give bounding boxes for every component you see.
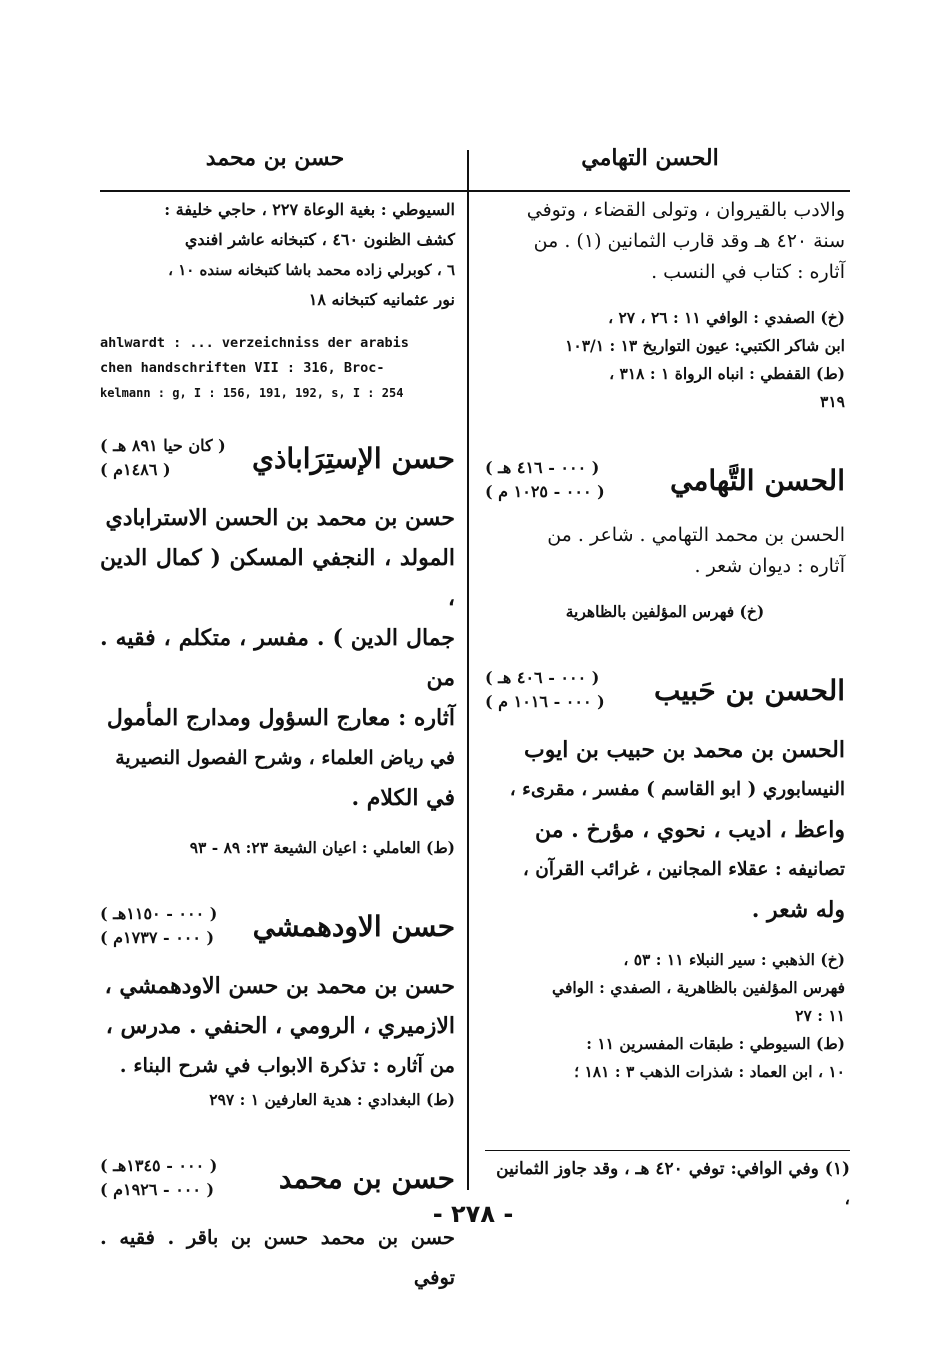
source-line: (خ) الذهبي : سير النبلاء ١١ : ٥٣ ،: [623, 950, 845, 969]
entry-heading-awdahmishi: [100, 902, 455, 950]
text-line: المولد ، النجفي المسكن ( كمال الدين ،: [100, 545, 455, 611]
entry-heading-habib: [485, 666, 845, 714]
source-line: (ط) البغدادي : هدية العارفين ١ : ٢٩٧: [209, 1090, 455, 1109]
source-line: (خ) فهرس المؤلفين بالظاهرية: [565, 602, 765, 621]
text-line: آثاره : كتاب في النسب .: [651, 261, 845, 283]
footnote-text: (١) وفي الوافي: توفي ٤٢٠ هـ ، وقد جاوز الثمانين ،: [496, 1159, 850, 1209]
entry-heading-tihami: [485, 456, 845, 504]
right-running-header: الحسن التهامي: [581, 145, 719, 171]
source-line: (ط) السيوطي : طبقات المفسرين ١١ :: [586, 1034, 845, 1053]
date-hijri: ( ٠٠٠ - ٤١٦ هـ ): [485, 458, 600, 477]
entry-heading-hasan-bin-muhammad: [100, 1154, 455, 1202]
latin-reference: chen handschriften VII : 316, Broc-: [100, 360, 385, 376]
entry-dates: [100, 1154, 217, 1202]
text-line: آثاره : ديوان شعر .: [694, 555, 845, 577]
text-line: وله شعر .: [751, 897, 845, 923]
left-running-header: حسن بن محمد: [205, 145, 345, 171]
entry-dates: [485, 666, 605, 714]
source-line: السيوطي : بغية الوعاة ٢٢٧ ، حاجي خليفة :: [164, 200, 455, 219]
text-line: واعظ ، اديب ، نحوي ، مؤرخ . من: [534, 817, 845, 843]
text-line: حسن بن محمد بن الحسن الاسترابادي: [105, 505, 455, 531]
entry-title: حسن بن محمد: [278, 1161, 455, 1195]
text-line: جمال الدين ) . مفسر ، متكلم ، فقيه . من: [100, 625, 455, 691]
date-gregorian: ( ٠٠٠ - ١٠٢٥ م ): [485, 482, 605, 501]
source-line: ابن شاكر الكتبي: عيون التواريخ ١٣ : ١٠٣/١: [565, 336, 845, 355]
entry-title: الحسن التَّهامي: [670, 463, 845, 497]
source-line: (ط) العاملي : اعيان الشيعة ٢٣: ٨٩ - ٩٣: [189, 838, 455, 857]
footnote-rule: [485, 1150, 850, 1151]
source-line: ١٠ ، ابن العماد : شذرات الذهب ٣ : ١٨١ ؛: [574, 1062, 845, 1081]
entry-heading-astarabadi: [100, 434, 455, 482]
source-line: (خ) الصفدي : الوافي ١١ : ٢٦ ، ٢٧ ،: [608, 308, 845, 327]
page-number: - ٢٧٨ -: [432, 1200, 514, 1228]
source-line: (ط) القفطي : انباه الرواة ١ : ٣١٨ ،: [609, 364, 845, 383]
text-line: والادب بالقيروان ، وتولى القضاء ، وتوفي: [526, 199, 845, 221]
right-column: [485, 195, 845, 1086]
text-line: النيسابوري ( ابو القاسم ) مفسر ، مقرىء ،: [509, 779, 845, 800]
latin-reference: ahlwardt : ... verzeichniss der arabis: [100, 335, 409, 351]
left-column: [100, 195, 455, 1298]
text-line: في الكلام .: [351, 785, 455, 811]
date-hijri: ( كان حيا ٨٩١ هـ ): [100, 436, 226, 455]
header-rule: [100, 190, 850, 192]
source-line: ٦ ، كوبرلي زاده محمد باشا كتبخانه سنده ١٠ ،: [168, 261, 455, 279]
source-line: كشف الظنون ٤٦٠ ، كتبخانه عاشر افندي: [184, 230, 455, 249]
entry-title: حسن الإستِرَاباذي: [252, 441, 455, 475]
source-line: نور عثمانيه كتبخانه ١٨: [308, 290, 455, 309]
source-line: ٣١٩: [820, 392, 845, 411]
entry-title: حسن الاودهمشي: [252, 909, 455, 943]
column-divider: [467, 150, 469, 1190]
date-hijri: ( ٠٠٠ - ١٣٤٥هـ ): [100, 1156, 218, 1175]
entry-dates: [485, 456, 605, 504]
text-line: الحسن بن محمد بن حبيب بن ايوب: [524, 737, 845, 763]
text-line: الازميري ، الرومي ، الحنفي . مدرس ،: [105, 1013, 455, 1039]
date-hijri: ( ٠٠٠ - ١١٥٠هـ ): [100, 904, 218, 923]
footnote: [485, 1154, 850, 1214]
date-gregorian: ( ٠٠٠ - ١٧٣٧م ): [100, 928, 215, 947]
source-line: فهرس المؤلفين بالظاهرية ، الصفدي : الوافي: [552, 978, 845, 997]
text-line: سنة ٤٢٠ هـ وقد قارب الثمانين (١) . من: [533, 230, 845, 252]
entry-title: الحسن بن حَبيب: [654, 673, 845, 707]
text-line: حسن بن محمد بن حسن الاودهمشي ،: [104, 973, 455, 999]
text-line: الحسن بن محمد التهامي . شاعر . من: [547, 524, 845, 546]
date-gregorian: ( ٠٠٠ - ١٠١٦ م ): [485, 692, 605, 711]
date-hijri: ( ٠٠٠ - ٤٠٦ هـ ): [485, 668, 600, 687]
text-line: في رياض العلماء ، وشرح الفصول النصيرية: [115, 747, 455, 769]
source-line: ١١ : ٢٧: [795, 1006, 845, 1025]
entry-dates: [100, 902, 217, 950]
text-line: من آثاره : تذكرة الابواب في شرح البناء .: [119, 1054, 455, 1077]
date-gregorian: ( ١٤٨٦م ): [100, 460, 171, 479]
latin-reference: kelmann : g, I : 156, 191, 192, s, I : 254: [100, 386, 404, 400]
date-gregorian: ( ٠٠٠ - ١٩٢٦م ): [100, 1180, 215, 1199]
text-line: تصانيفه : عقلاء المجانين ، غرائب القرآن ،: [522, 859, 845, 880]
entry-dates: [100, 434, 226, 482]
text-line: حسن بن محمد حسن بن باقر . فقيه . توفي: [100, 1226, 455, 1289]
text-line: آثاره : معارج السؤول ومدارج المأمول: [106, 705, 455, 731]
